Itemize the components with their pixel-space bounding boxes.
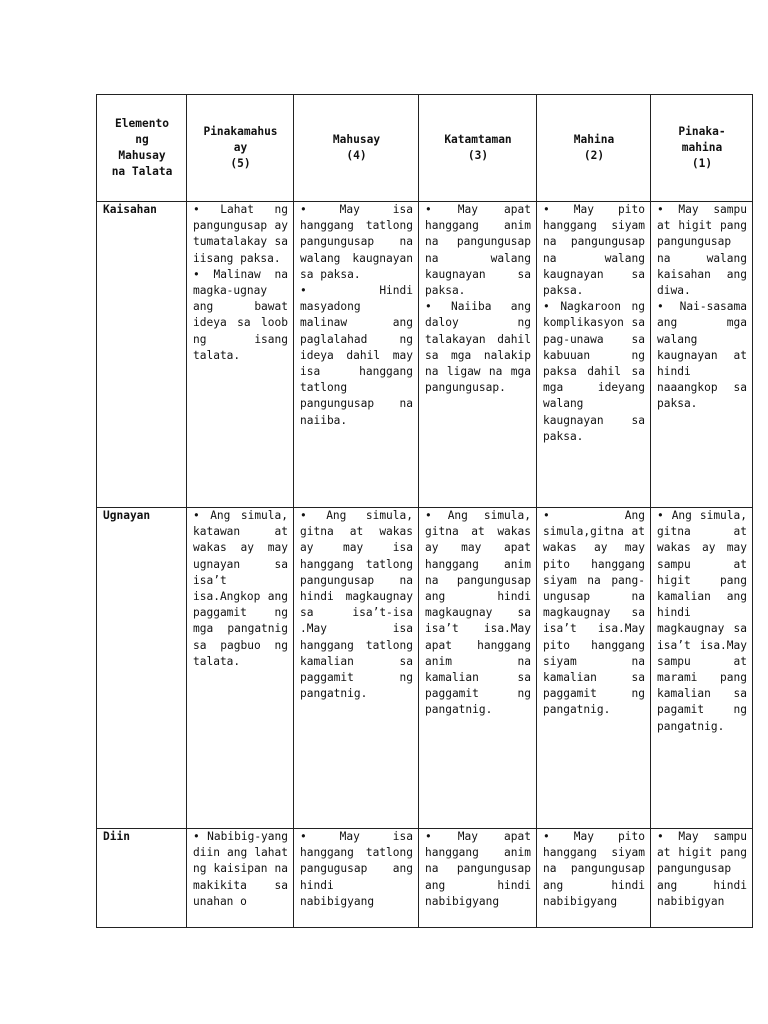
criteria-item: • May apat hanggang anim na pangungusap na walang kaugnayan sa paksa. [425, 203, 531, 298]
criteria-item: • Hindi masyadong malinaw ang paglalahad ng ideya dahil may isa hanggang tatlong pangungusap na naiiba. [300, 284, 413, 427]
criteria-item: • Ang simula, gitna at wakas ay may sampu at higit pang kamalian ang hindi magkaugnay sa isa’t isa.May sampu at marami pang kamalian sa pagamit ng pangatnig. [657, 509, 747, 733]
header-score-1: Pinaka- mahina (1) [651, 95, 753, 202]
criteria-item: • Naiiba ang daloy ng talakayan dahil sa mga nalakip na ligaw na mga pangungusap. [425, 300, 531, 395]
header-score-5: Pinakamahus ay (5) [187, 95, 294, 202]
criteria-cell [187, 202, 294, 508]
criteria-item: • May sampu at higit pang pangungusap ang hindi nabibigyan [657, 830, 747, 908]
criteria-item: • Ang simula, gitna at wakas ay may apat hanggang anim na pangungusap ang hindi magkaugnay sa isa’t isa.May apat hanggang anim na kamalian sa paggamit ng pangatnig. [425, 509, 531, 717]
criteria-item: • May pito hanggang siyam na pangungusap na walang kaugnayan sa paksa. [543, 203, 645, 298]
criteria-cell [651, 508, 753, 829]
table-row [97, 508, 753, 829]
row-element-label: Diin [97, 829, 187, 928]
criteria-cell [419, 508, 537, 829]
criteria-item: • Malinaw na magka-ugnay ang bawat ideya sa loob ng isang talata. [193, 267, 288, 362]
criteria-cell [419, 202, 537, 508]
criteria-item: • May apat hanggang anim na pangungusap ang hindi nabibigyang [425, 830, 531, 908]
criteria-item: • May isa hanggang tatlong pangugusap ang hindi nabibigyang [300, 830, 413, 908]
table-row [97, 202, 753, 508]
header-score-2: Mahina (2) [537, 95, 651, 202]
criteria-cell [537, 202, 651, 508]
header-score-3: Katamtaman (3) [419, 95, 537, 202]
table-header-row [97, 95, 753, 202]
criteria-cell [294, 202, 419, 508]
criteria-cell [537, 508, 651, 829]
criteria-item: • May pito hanggang siyam na pangungusap ang hindi nabibigyang [543, 830, 645, 908]
criteria-item: • Ang simula,gitna at wakas ay may pito hanggang siyam na pang-ungusap na magkaugnay sa isa’t isa.May pito hanggang siyam na kamalian sa paggamit ng pangatnig. [543, 509, 645, 717]
header-score-4: Mahusay (4) [294, 95, 419, 202]
criteria-item: • May isa hanggang tatlong pangungusap na walang kaugnayan sa paksa. [300, 203, 413, 281]
table-row [97, 829, 753, 928]
criteria-cell [537, 829, 651, 928]
criteria-item: • Ang simula, katawan at wakas ay may ugnayan sa isa’t isa.Angkop ang paggamit ng mga pangatnig sa pagbuo ng talata. [193, 509, 288, 668]
criteria-item: • Ang simula, gitna at wakas ay may isa hanggang tatlong pangungusap na hindi magkaugnay sa isa’t-isa .May isa hanggang tatlong kamalian sa paggamit ng pangatnig. [300, 509, 413, 701]
criteria-cell [419, 829, 537, 928]
row-element-label: Kaisahan [97, 202, 187, 508]
criteria-cell [651, 829, 753, 928]
rubric-table [96, 94, 753, 928]
header-element: Elemento ng Mahusay na Talata [97, 95, 187, 202]
criteria-item: • May sampu at higit pang pangungusap na walang kaisahan ang diwa. [657, 203, 747, 298]
criteria-cell [187, 829, 294, 928]
criteria-cell [294, 508, 419, 829]
criteria-cell [651, 202, 753, 508]
criteria-item: • Nagkaroon ng komplikasyon sa pag-unawa sa kabuuan ng paksa dahil sa mga ideyang walang kaugnayan sa paksa. [543, 300, 645, 443]
criteria-item: • Nai-sasama ang mga walang kaugnayan at hindi naaangkop sa paksa. [657, 300, 747, 411]
criteria-cell [294, 829, 419, 928]
criteria-item: • Nabibig-yang diin ang lahat ng kaisipan na makikita sa unahan o [193, 830, 288, 908]
criteria-cell [187, 508, 294, 829]
criteria-item: • Lahat ng pangungusap ay tumatalakay sa iisang paksa. [193, 203, 288, 265]
row-element-label: Ugnayan [97, 508, 187, 829]
